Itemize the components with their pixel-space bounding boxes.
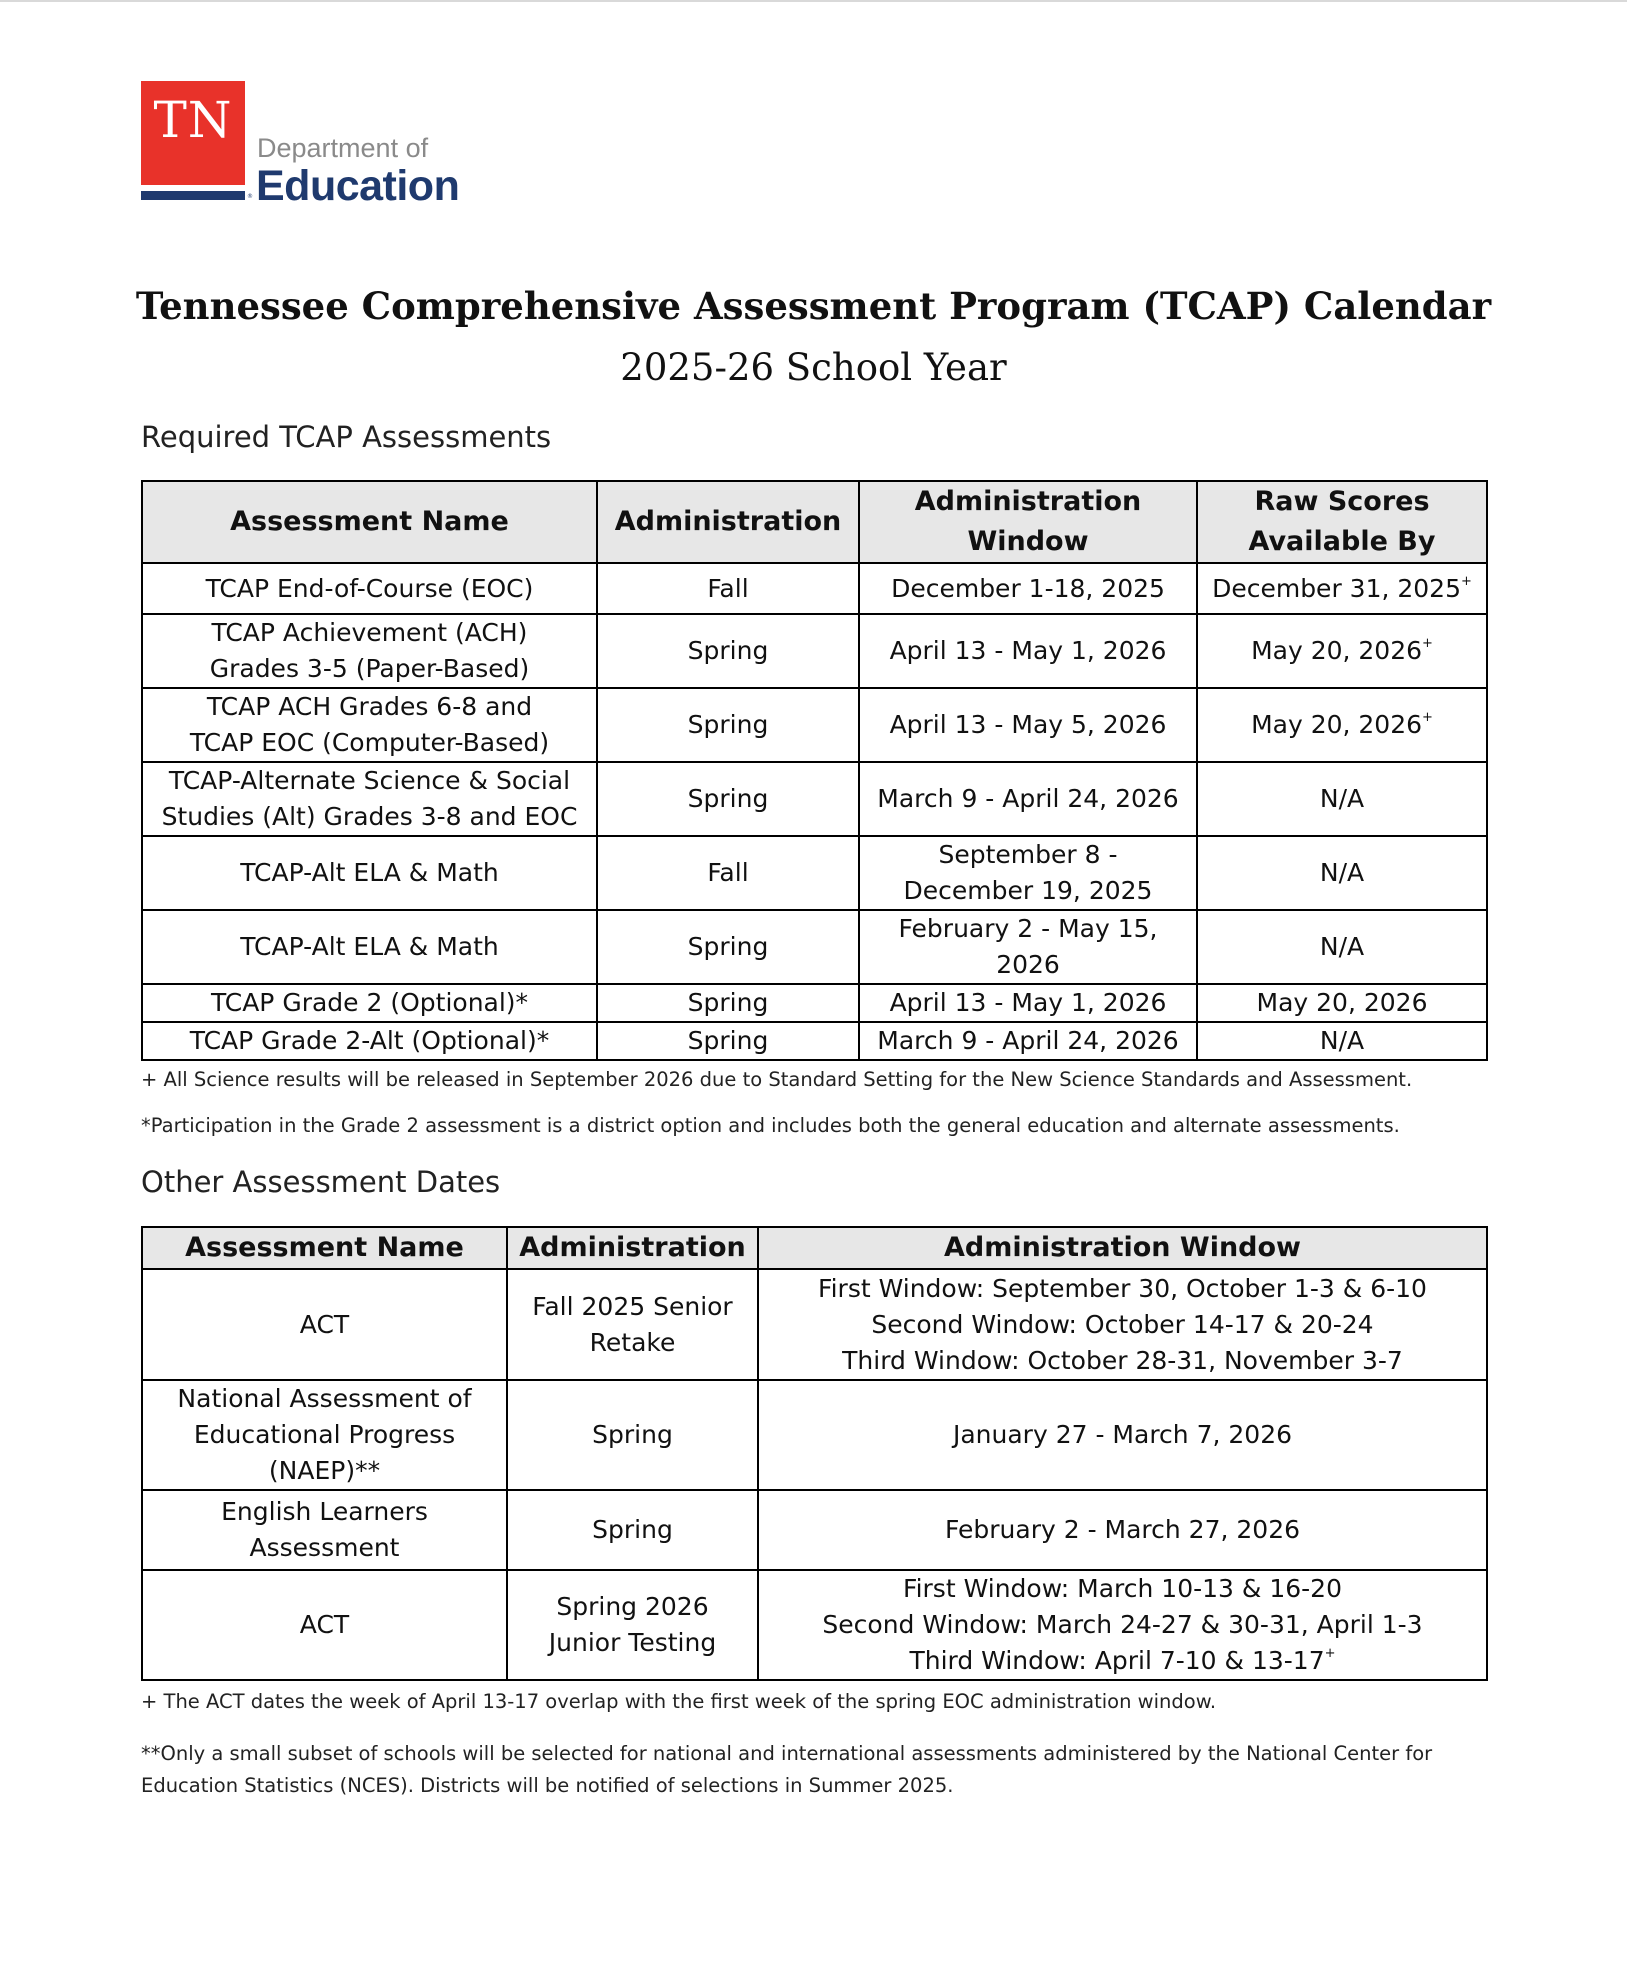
cell-assessment-name: TCAP-Alt ELA & Math	[142, 836, 597, 910]
cell-assessment-name: English Learners Assessment	[142, 1490, 507, 1570]
cell-administration-window: April 13 - May 5, 2026	[859, 688, 1197, 762]
logo-navy-bar	[141, 191, 245, 200]
cell-administration: Spring	[597, 688, 859, 762]
page-top-border	[0, 0, 1627, 2]
table-header-row	[142, 1227, 1487, 1269]
tn-department-of-education-logo	[141, 81, 460, 210]
document-title: Tennessee Comprehensive Assessment Program (TCAP) Calendar	[135, 284, 1492, 328]
logo-education: Education	[256, 162, 460, 210]
cell-assessment-name: ACT	[142, 1570, 507, 1680]
cell-administration-window: First Window: September 30, October 1-3 & 6-10 Second Window: October 14-17 & 20-24 Third Window: October 28-31, November 3-7	[758, 1269, 1487, 1380]
footnote-science-results: + All Science results will be released in September 2026 due to Standard Setting for the New Science Standards and Assessment.	[141, 1068, 1413, 1091]
cell-raw-scores-available-by: May 20, 2026+	[1197, 688, 1487, 762]
footnote-marker: +	[1324, 1646, 1336, 1661]
column-header-administration-window: Administration Window	[859, 481, 1197, 563]
cell-administration: Spring	[597, 762, 859, 836]
cell-assessment-name: TCAP End-of-Course (EOC)	[142, 563, 597, 614]
column-header-assessment-name: Assessment Name	[142, 481, 597, 563]
cell-administration: Spring	[597, 614, 859, 688]
footnote-naep-selection: **Only a small subset of schools will be selected for national and international assessments administered by the National Center for Education Statistics (NCES). Districts will be notified of selections in Summer 2025.	[141, 1742, 1433, 1797]
table-row	[142, 1570, 1487, 1680]
column-header-administration: Administration	[597, 481, 859, 563]
logo-registered-mark: ®	[247, 193, 253, 200]
cell-administration: Fall	[597, 836, 859, 910]
cell-raw-scores-available-by: N/A	[1197, 910, 1487, 984]
table-header-row	[142, 481, 1487, 563]
column-header-assessment-name: Assessment Name	[142, 1227, 507, 1269]
table-row	[142, 1269, 1487, 1380]
table-row	[142, 762, 1487, 836]
cell-administration-window: January 27 - March 7, 2026	[758, 1380, 1487, 1490]
cell-administration-window: December 1-18, 2025	[859, 563, 1197, 614]
cell-assessment-name: TCAP ACH Grades 6-8 and TCAP EOC (Computer-Based)	[142, 688, 597, 762]
cell-administration-window: February 2 - March 27, 2026	[758, 1490, 1487, 1570]
cell-assessment-name: National Assessment of Educational Progress (NAEP)**	[142, 1380, 507, 1490]
cell-raw-scores-available-by: N/A	[1197, 762, 1487, 836]
other-assessments-table	[141, 1226, 1488, 1681]
cell-administration: Fall	[597, 563, 859, 614]
cell-administration-window: April 13 - May 1, 2026	[859, 984, 1197, 1022]
cell-assessment-name: TCAP-Alt ELA & Math	[142, 910, 597, 984]
logo-tn-mark: TN	[153, 91, 233, 149]
cell-raw-scores-available-by: May 20, 2026	[1197, 984, 1487, 1022]
cell-administration: Spring	[507, 1380, 758, 1490]
cell-assessment-name: TCAP Grade 2 (Optional)*	[142, 984, 597, 1022]
cell-administration: Spring	[597, 910, 859, 984]
cell-administration: Spring	[597, 1022, 859, 1060]
column-header-administration-window: Administration Window	[758, 1227, 1487, 1269]
table-row	[142, 1022, 1487, 1060]
table-row	[142, 614, 1487, 688]
required-assessments-table	[141, 480, 1488, 1061]
table-row	[142, 1490, 1487, 1570]
cell-raw-scores-available-by: N/A	[1197, 836, 1487, 910]
footnote-marker: +	[1422, 636, 1433, 651]
cell-assessment-name: TCAP Achievement (ACH) Grades 3-5 (Paper-Based)	[142, 614, 597, 688]
cell-administration: Spring	[597, 984, 859, 1022]
column-header-administration: Administration	[507, 1227, 758, 1269]
cell-administration-window: February 2 - May 15, 2026	[859, 910, 1197, 984]
other-assessments-heading: Other Assessment Dates	[141, 1165, 501, 1199]
footnote-marker: +	[1461, 573, 1472, 589]
cell-administration-window: April 13 - May 1, 2026	[859, 614, 1197, 688]
footnote-act-overlap: + The ACT dates the week of April 13-17 overlap with the first week of the spring EOC administration window.	[141, 1690, 1217, 1713]
cell-raw-scores-available-by: May 20, 2026+	[1197, 614, 1487, 688]
logo-department-of: Department of	[257, 133, 429, 163]
table-row	[142, 836, 1487, 910]
cell-assessment-name: ACT	[142, 1269, 507, 1380]
table-row	[142, 1380, 1487, 1490]
table-row	[142, 910, 1487, 984]
table-row	[142, 688, 1487, 762]
cell-raw-scores-available-by: December 31, 2025+	[1197, 563, 1487, 614]
table-row	[142, 563, 1487, 614]
cell-raw-scores-available-by: N/A	[1197, 1022, 1487, 1060]
cell-administration-window: First Window: March 10-13 & 16-20 Second Window: March 24-27 & 30-31, April 1-3 Third Window: April 7-10 & 13-17+	[758, 1570, 1487, 1680]
footnote-grade2-participation: *Participation in the Grade 2 assessment is a district option and includes both the general education and alternate assessments.	[141, 1114, 1400, 1137]
cell-assessment-name: TCAP Grade 2-Alt (Optional)*	[142, 1022, 597, 1060]
cell-administration: Spring	[507, 1490, 758, 1570]
document-subtitle: 2025-26 School Year	[620, 346, 1007, 389]
cell-administration-window: March 9 - April 24, 2026	[859, 762, 1197, 836]
cell-administration: Fall 2025 Senior Retake	[507, 1269, 758, 1380]
required-assessments-heading: Required TCAP Assessments	[141, 420, 552, 454]
column-header-raw-scores-available-by: Raw Scores Available By	[1197, 481, 1487, 563]
footnote-marker: +	[1422, 710, 1433, 725]
table-row	[142, 984, 1487, 1022]
cell-administration: Spring 2026 Junior Testing	[507, 1570, 758, 1680]
cell-assessment-name: TCAP-Alternate Science & Social Studies (Alt) Grades 3-8 and EOC	[142, 762, 597, 836]
cell-administration-window: September 8 - December 19, 2025	[859, 836, 1197, 910]
cell-administration-window: March 9 - April 24, 2026	[859, 1022, 1197, 1060]
